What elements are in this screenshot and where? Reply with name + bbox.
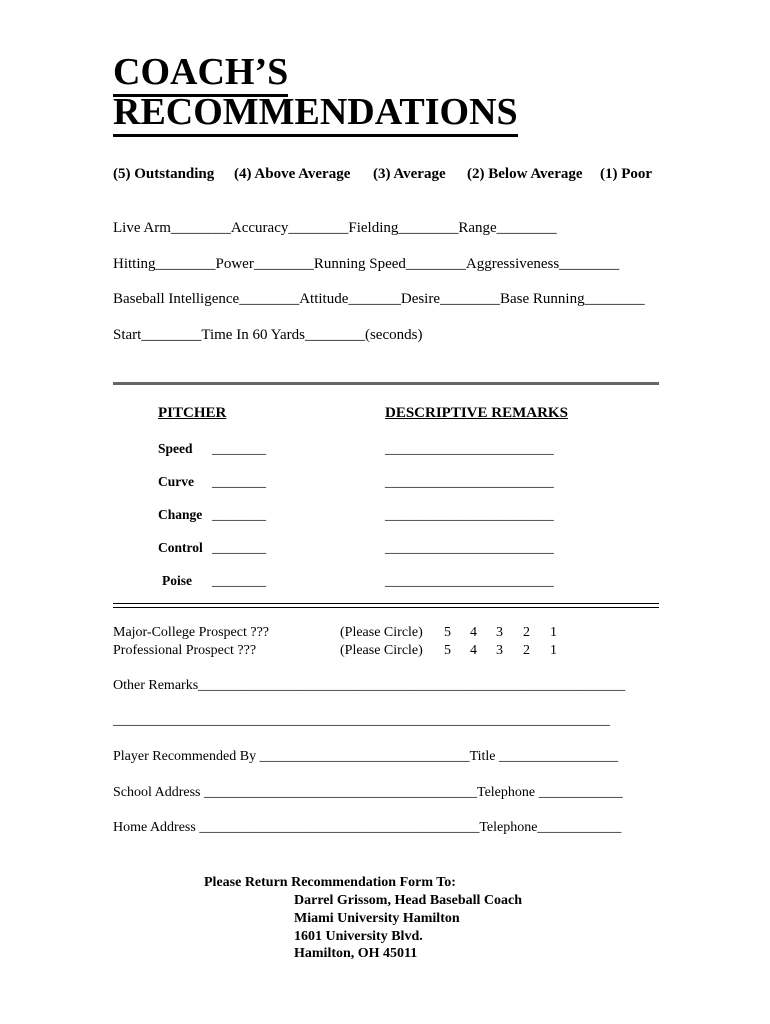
- major-college-1[interactable]: 1: [550, 625, 557, 640]
- major-college-5[interactable]: 5: [444, 625, 451, 640]
- pitcher-curve-blank[interactable]: ________: [212, 474, 266, 489]
- home-address[interactable]: Home Address ________________________________________Telephone____________: [113, 820, 622, 835]
- pitcher-change-label: Change: [158, 507, 203, 522]
- page-title-2: [113, 92, 518, 132]
- pitcher-change-remark[interactable]: _________________________: [385, 507, 554, 522]
- professional-label: Professional Prospect ???: [113, 643, 257, 658]
- scale-2: (2) Below Average: [467, 166, 583, 182]
- title-line-1: COACH’S: [113, 51, 288, 97]
- ratings-row-1[interactable]: Live Arm________Accuracy________Fielding________Range________: [113, 220, 557, 236]
- double-divider-bottom: [113, 607, 659, 608]
- ratings-row-3[interactable]: Baseball Intelligence________Attitude_______Desire________Base Running________: [113, 291, 645, 307]
- player-recommended-by[interactable]: Player Recommended By ______________________________Title _________________: [113, 749, 619, 764]
- pitcher-poise-remark[interactable]: _________________________: [385, 573, 554, 588]
- pitcher-speed-blank[interactable]: ________: [212, 441, 266, 456]
- pitcher-control-remark[interactable]: _________________________: [385, 540, 554, 555]
- return-line-4: Hamilton, OH 45011: [294, 946, 418, 961]
- major-college-3[interactable]: 3: [496, 625, 503, 640]
- ratings-row-2[interactable]: Hitting________Power________Running Speed________Aggressiveness________: [113, 256, 620, 272]
- scale-5: (5) Outstanding: [113, 166, 215, 182]
- professional-4[interactable]: 4: [470, 643, 477, 658]
- scale-1: (1) Poor: [600, 166, 653, 182]
- professional-3[interactable]: 3: [496, 643, 503, 658]
- pitcher-curve-label: Curve: [158, 474, 194, 489]
- title-line-2: RECOMMENDATIONS: [113, 91, 518, 137]
- other-remarks-line-2[interactable]: _______________________________________________________________________: [113, 713, 610, 728]
- scale-4: (4) Above Average: [234, 166, 351, 182]
- pitcher-control-blank[interactable]: ________: [212, 540, 266, 555]
- section-divider: [113, 382, 659, 385]
- double-divider-top: [113, 603, 659, 604]
- major-college-2[interactable]: 2: [523, 625, 530, 640]
- return-line-2: Miami University Hamilton: [294, 911, 460, 926]
- pitcher-control-label: Control: [158, 540, 203, 555]
- pitcher-header: PITCHER: [158, 405, 227, 421]
- scale-3: (3) Average: [373, 166, 446, 182]
- major-college-4[interactable]: 4: [470, 625, 477, 640]
- professional-5[interactable]: 5: [444, 643, 451, 658]
- professional-1[interactable]: 1: [550, 643, 557, 658]
- school-address[interactable]: School Address _______________________________________Telephone ____________: [113, 785, 623, 800]
- major-college-label: Major-College Prospect ???: [113, 625, 269, 640]
- return-line-1: Darrel Grissom, Head Baseball Coach: [294, 893, 523, 908]
- professional-circle: (Please Circle): [340, 643, 423, 658]
- pitcher-poise-label: Poise: [162, 573, 192, 588]
- remarks-header: DESCRIPTIVE REMARKS: [385, 405, 568, 421]
- pitcher-curve-remark[interactable]: _________________________: [385, 474, 554, 489]
- page-title: [113, 52, 288, 92]
- return-line-3: 1601 University Blvd.: [294, 929, 423, 944]
- major-college-circle: (Please Circle): [340, 625, 423, 640]
- professional-2[interactable]: 2: [523, 643, 530, 658]
- other-remarks[interactable]: Other Remarks_____________________________________________________________: [113, 678, 626, 693]
- pitcher-speed-remark[interactable]: _________________________: [385, 441, 554, 456]
- return-heading: Please Return Recommendation Form To:: [204, 875, 456, 890]
- pitcher-change-blank[interactable]: ________: [212, 507, 266, 522]
- ratings-row-4[interactable]: Start________Time In 60 Yards________(seconds): [113, 327, 423, 343]
- pitcher-poise-blank[interactable]: ________: [212, 573, 266, 588]
- pitcher-speed-label: Speed: [158, 441, 193, 456]
